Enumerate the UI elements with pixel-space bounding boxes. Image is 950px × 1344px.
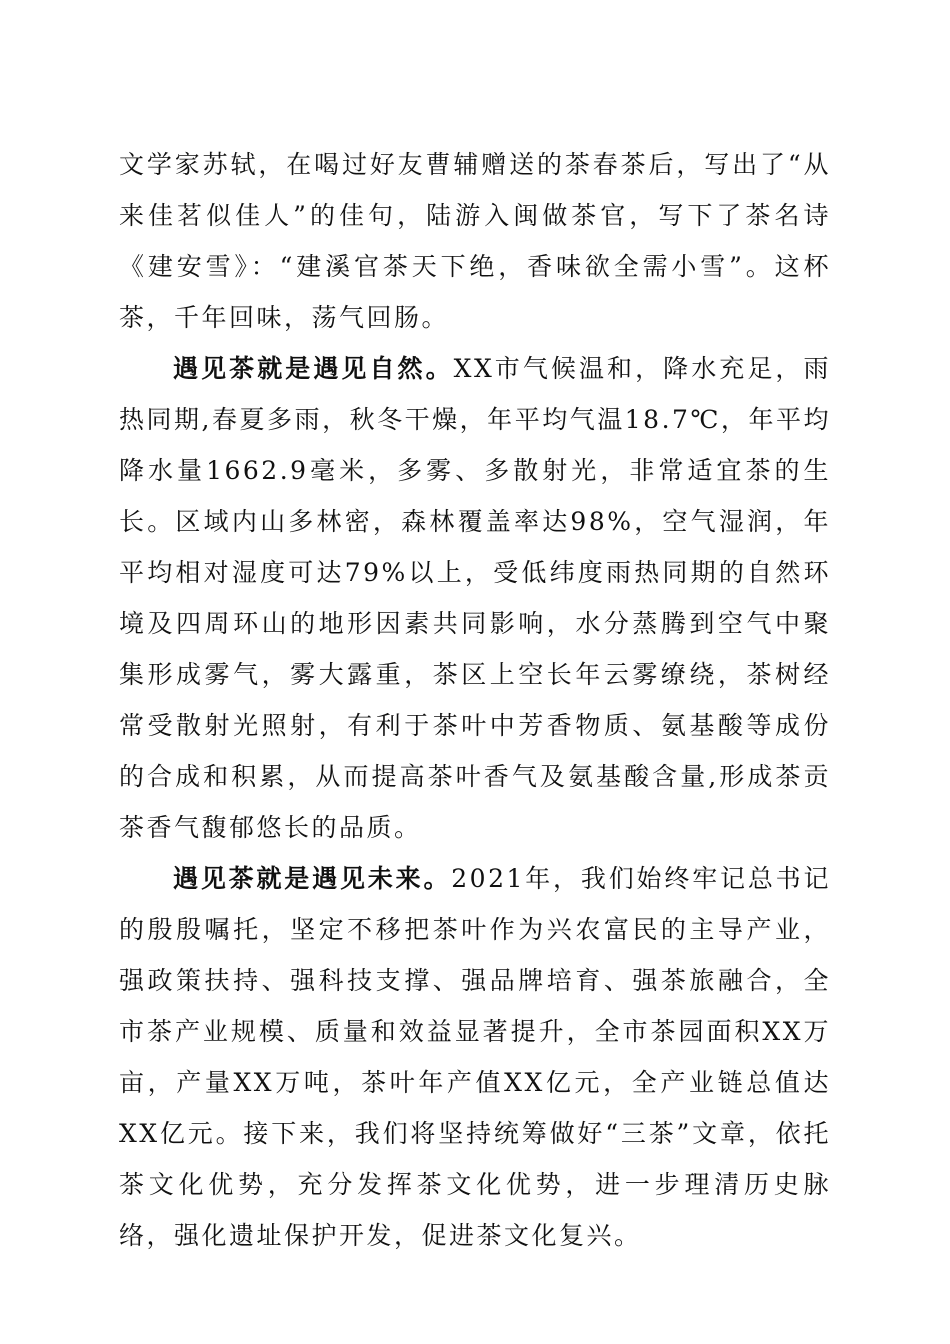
paragraph-su-shi: [119, 139, 831, 343]
paragraph-nature: [119, 343, 831, 853]
document-body: [119, 139, 831, 1261]
paragraph-lead-heading: 遇见茶就是遇见自然。: [173, 354, 454, 383]
paragraph-lead-heading: 遇见茶就是遇见未来。: [173, 864, 452, 893]
paragraph-text: 文学家苏轼，在喝过好友曹辅赠送的茶春茶后，写出了“从来佳茗似佳人”的佳句，陆游入闽做茶官，写下了茶名诗《建安雪》：“建溪官茶天下绝，香味欲全需小雪”。这杯茶，千年回味，荡气回肠。: [119, 150, 831, 332]
paragraph-text: 2021年，我们始终牢记总书记的殷殷嘱托，坚定不移把茶叶作为兴农富民的主导产业，强政策扶持、强科技支撑、强品牌培育、强茶旅融合，全市茶产业规模、质量和效益显著提升，全市茶园面积XX万亩，产量XX万吨，茶叶年产值XX亿元，全产业链总值达XX亿元。接下来，我们将坚持统筹做好“三茶”文章，依托茶文化优势，充分发挥茶文化优势，进一步理清历史脉络，强化遗址保护开发，促进茶文化复兴。: [119, 864, 831, 1250]
paragraph-future: [119, 853, 831, 1261]
paragraph-text: XX市气候温和，降水充足，雨热同期,春夏多雨，秋冬干燥，年平均气温18.7℃，年平均降水量1662.9毫米，多雾、多散射光，非常适宜茶的生长。区域内山多林密，森林覆盖率达98%，空气湿润，年平均相对湿度可达79%以上，受低纬度雨热同期的自然环境及四周环山的地形因素共同影响，水分蒸腾到空气中聚集形成雾气，雾大露重，茶区上空长年云雾缭绕，茶树经常受散射光照射，有利于茶叶中芳香物质、氨基酸等成份的合成和积累，从而提高茶叶香气及氨基酸含量,形成茶贡茶香气馥郁悠长的品质。: [119, 354, 831, 842]
